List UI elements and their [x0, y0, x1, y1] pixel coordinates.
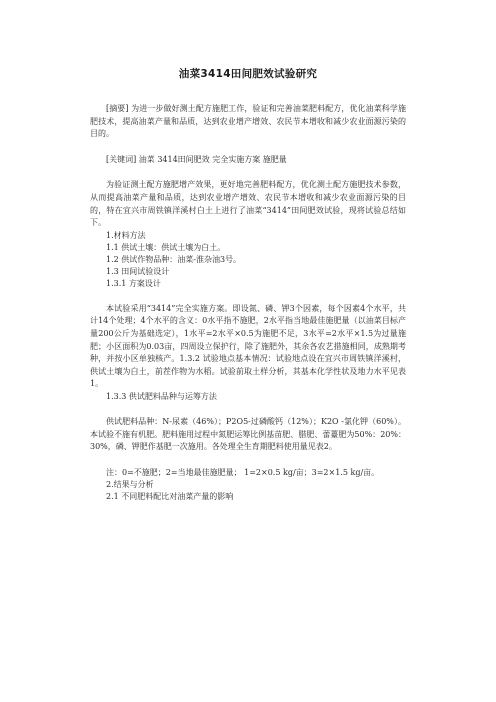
section-heading-results: 2.结果与分析 — [106, 480, 154, 490]
table-note: 注：0=不施肥；2=当地最佳施肥量； 1=2×0.5 kg/亩；3=2×1.5 kg/亩。 — [106, 467, 380, 477]
subsection-field-design: 1.3 田间试验设计 — [106, 266, 170, 276]
document-title: 油菜3414田间肥效试验研究 — [178, 68, 318, 80]
subsection-scheme-design: 1.3.1 方案设计 — [106, 278, 161, 288]
document-page — [90, 60, 406, 503]
abstract-paragraph: [摘要] 为进一步做好测土配方施肥工作，验证和完善油菜肥料配方，优化油菜科学施肥技术，提高油菜产量和品质，达到农业增产增效、农民节本增收和减少农业面源污染的目的。 — [90, 104, 406, 139]
subsection-fertilizer: 1.3.3 供试肥料品种与运筹方法 — [106, 391, 217, 401]
keywords-line: [关键词] 油菜 3414田间肥效 完全实施方案 施肥量 — [106, 154, 287, 164]
intro-paragraph: 为验证测土配方施肥增产效果，更好地完善肥料配方，优化测土配方施肥技术参数，从而提高油菜产量和品质，达到农业增产增效、农民节本增收和减少农业面源污染的目的，特在宜兴市周铁镇洋溪村白土上进行了油菜“3414”田间肥效试验，现将试验总结如下。 — [90, 180, 406, 228]
design-paragraph: 本试验采用“3414”完全实施方案。即设氮、磷、钾3个因素，每个因素4个水平，共计14个处理；4个水平的含义：0水平指不施肥，2水平指当地最佳施肥量（以油菜目标产量200公斤为基础选定），1水平=2水平×0.5为施肥不足，3水平=2水平×1.5为过量施肥；小区面积为0.03亩，四周设立保护行，除了施肥外，其余各农艺措施相同，成熟期考种，并按小区单独核产。1.3.2 试验地点基本情况：试验地点设在宜兴市周铁镇洋溪村，供试土壤为白土，前茬作物为水稻。试验前取土样分析，其基本化学性状及地力水平见表1。 — [90, 303, 406, 389]
fertilizer-paragraph: 供试肥料品种：N-尿素（46%）；P2O5-过磷酸钙（12%）；K2O -氯化钾（60%）。本试验不施有机肥。肥料施用过程中氮肥运筹比例基苗肥、腊肥、蕾薹肥为50%：20%：30%，磷、钾肥作基肥一次施用。各处理全生育期肥料使用量见表2。 — [90, 416, 406, 452]
section-heading-materials-methods: 1.材料方法 — [106, 230, 146, 240]
subsection-yield-effect: 2.1 不同肥料配比对油菜产量的影响 — [106, 492, 234, 502]
subsection-soil: 1.1 供试土壤：供试土壤为白土。 — [106, 242, 226, 252]
subsection-crop-variety: 1.2 供试作物品种：油菜-淮杂油3号。 — [106, 254, 242, 264]
